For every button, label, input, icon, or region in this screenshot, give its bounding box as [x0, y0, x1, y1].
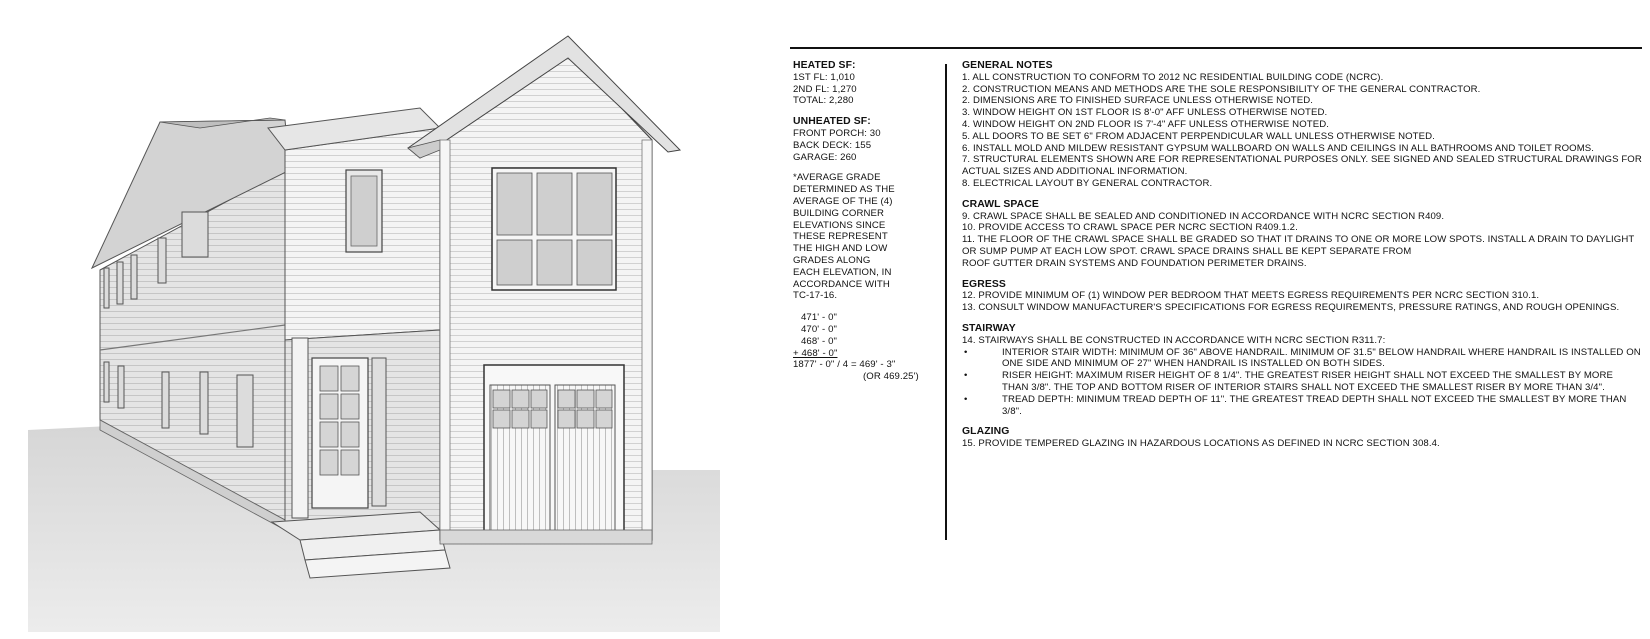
grade-result: 1877' - 0" / 4 = 469' - 3" [793, 359, 896, 371]
general-note: 8. ELECTRICAL LAYOUT BY GENERAL CONTRACTOR. [962, 177, 1213, 189]
crawl-space-title: CRAWL SPACE [962, 198, 1039, 210]
general-note: 6. INSTALL MOLD AND MILDEW RESISTANT GYPSUM WALLBOARD ON WALLS AND CEILINGS IN ALL BATHROOMS AND TOILET ROOMS. [962, 142, 1595, 154]
heated-sf-2nd: 2ND FL: 1,270 [793, 83, 857, 95]
heated-sf-1st: 1ST FL: 1,010 [793, 71, 855, 83]
grade-result-alt: (OR 469.25') [863, 371, 919, 383]
notes-panel [962, 60, 1642, 450]
general-note: 1. ALL CONSTRUCTION TO CONFORM TO 2012 NC RESIDENTIAL BUILDING CODE (NCRC). [962, 71, 1384, 83]
bullet-icon: • [964, 393, 968, 405]
crawl-note: 10. PROVIDE ACCESS TO CRAWL SPACE PER NCRC SECTION R409.1.2. [962, 222, 1298, 234]
crawl-note: 9. CRAWL SPACE SHALL BE SEALED AND CONDITIONED IN ACCORDANCE WITH NCRC SECTION R409. [962, 210, 1445, 222]
grade-note-line: THESE REPRESENT [793, 231, 888, 243]
general-note: 2. DIMENSIONS ARE TO FINISHED SURFACE UNLESS OTHERWISE NOTED. [962, 95, 1314, 107]
stairway-bullet [962, 347, 1642, 371]
unheated-porch: FRONT PORCH: 30 [793, 127, 881, 139]
stairway-bullet-text: TREAD DEPTH: MINIMUM TREAD DEPTH OF 11". THE GREATEST TREAD DEPTH SHALL NOT EXCEED THE SMALLEST BY MORE THAN 3/8". [1002, 393, 1627, 417]
bullet-icon: • [964, 346, 968, 358]
general-notes-title: GENERAL NOTES [962, 60, 1053, 71]
glazing-note: 15. PROVIDE TEMPERED GLAZING IN HAZARDOUS LOCATIONS AS DEFINED IN NCRC SECTION 308.4. [962, 438, 1440, 450]
egress-title: EGRESS [962, 278, 1006, 290]
stairway-bullet-text: INTERIOR STAIR WIDTH: MINIMUM OF 36" ABOVE HANDRAIL. MINIMUM OF 31.5" BELOW HANDRAIL WHERE HANDRAIL IS INSTALLED ON ONE SIDE AND MINIMUM OF 27" WHEN HANDRAIL IS INSTALLED ON BOTH SIDES. [1002, 346, 1641, 370]
stairway-bullet-text: RISER HEIGHT: MAXIMUM RISER HEIGHT OF 8 1/4". THE GREATEST RISER HEIGHT SHALL NOT EXCEED THE SMALLEST BY MORE THAN 3/8". THE TOP AND BOTTOM RISER OF INTERIOR STAIRS SHALL NOT EXCEED THE SMALLEST RISER BY MORE THAN 3/4". [1002, 370, 1614, 393]
grade-note-line: GRADES ALONG [793, 254, 871, 266]
stairway-intro: 14. STAIRWAYS SHALL BE CONSTRUCTED IN ACCORDANCE WITH NCRC SECTION R311.7: [962, 334, 1386, 346]
unheated-sf-block [793, 116, 943, 163]
grade-value-last: + 468' - 0" [793, 347, 838, 359]
stairway-title: STAIRWAY [962, 322, 1016, 334]
unheated-deck: BACK DECK: 155 [793, 139, 872, 151]
crawl-note: ROOF GUTTER DRAIN SYSTEMS AND FOUNDATION PERIMETER DRAINS. [962, 257, 1307, 269]
heated-sf-block [793, 60, 943, 107]
grade-note-line: AVERAGE OF THE (4) [793, 195, 893, 207]
general-note: 2. CONSTRUCTION MEANS AND METHODS ARE THE SOLE RESPONSIBILITY OF THE GENERAL CONTRACTOR. [962, 83, 1481, 95]
stairway-bullet [962, 394, 1642, 418]
stairway-bullet [962, 370, 1642, 394]
grade-note-line: THE HIGH AND LOW [793, 243, 888, 255]
house-rendering [0, 0, 760, 639]
grade-note-line: ELEVATIONS SINCE [793, 219, 886, 231]
general-note: 5. ALL DOORS TO BE SET 6" FROM ADJACENT PERPENDICULAR WALL UNLESS OTHERWISE NOTED. [962, 130, 1435, 142]
grade-value: 468' - 0" [801, 335, 838, 347]
general-note: 4. WINDOW HEIGHT ON 2ND FLOOR IS 7'-4" AFF UNLESS OTHERWISE NOTED. [962, 118, 1330, 130]
grade-note-line: *AVERAGE GRADE [793, 172, 881, 184]
grade-note-line: BUILDING CORNER [793, 207, 885, 219]
title-rule [790, 47, 1642, 49]
grade-value: 471' - 0" [801, 312, 838, 324]
general-note: 3. WINDOW HEIGHT ON 1ST FLOOR IS 8'-0" AFF UNLESS OTHERWISE NOTED. [962, 107, 1328, 119]
unheated-garage: GARAGE: 260 [793, 151, 857, 163]
egress-note: 12. PROVIDE MINIMUM OF (1) WINDOW PER BEDROOM THAT MEETS EGRESS REQUIREMENTS PER NCRC SECTION 310.1. [962, 290, 1540, 302]
glazing-title: GLAZING [962, 426, 1010, 438]
general-note: 7. STRUCTURAL ELEMENTS SHOWN ARE FOR REPRESENTATIONAL PURPOSES ONLY. SEE SIGNED AND SEALED STRUCTURAL DRAWINGS FOR ACTUAL SIZES AND ADDITIONAL INFORMATION. [962, 154, 1642, 178]
grade-note-line: EACH ELEVATION, IN [793, 266, 892, 278]
grade-note-line: DETERMINED AS THE [793, 184, 895, 196]
bullet-icon: • [964, 370, 968, 382]
area-summary [793, 60, 943, 383]
heated-sf-total: TOTAL: 2,280 [793, 95, 854, 107]
crawl-note: 11. THE FLOOR OF THE CRAWL SPACE SHALL BE GRADED SO THAT IT DRAINS TO ONE OR MORE LOW SPOTS. INSTALL A DRAIN TO DAYLIGHT OR SUMP PUMP AT EACH LOW SPOT. CRAWL SPACE DRAINS SHALL BE KEPT SEPARATE FROM [962, 234, 1635, 257]
egress-note: 13. CONSULT WINDOW MANUFACTURER'S SPECIFICATIONS FOR EGRESS REQUIREMENTS, PRESSURE RATINGS, AND ROUGH OPENINGS. [962, 302, 1620, 314]
grade-note-line: TC-17-16. [793, 290, 838, 302]
grade-note-line: ACCORDANCE WITH [793, 278, 890, 290]
unheated-sf-title: UNHEATED SF: [793, 116, 871, 128]
column-divider [945, 64, 947, 540]
grade-value: 470' - 0" [801, 323, 838, 335]
grade-calculation [793, 312, 943, 383]
grade-note [793, 172, 943, 302]
heated-sf-title: HEATED SF: [793, 60, 856, 71]
